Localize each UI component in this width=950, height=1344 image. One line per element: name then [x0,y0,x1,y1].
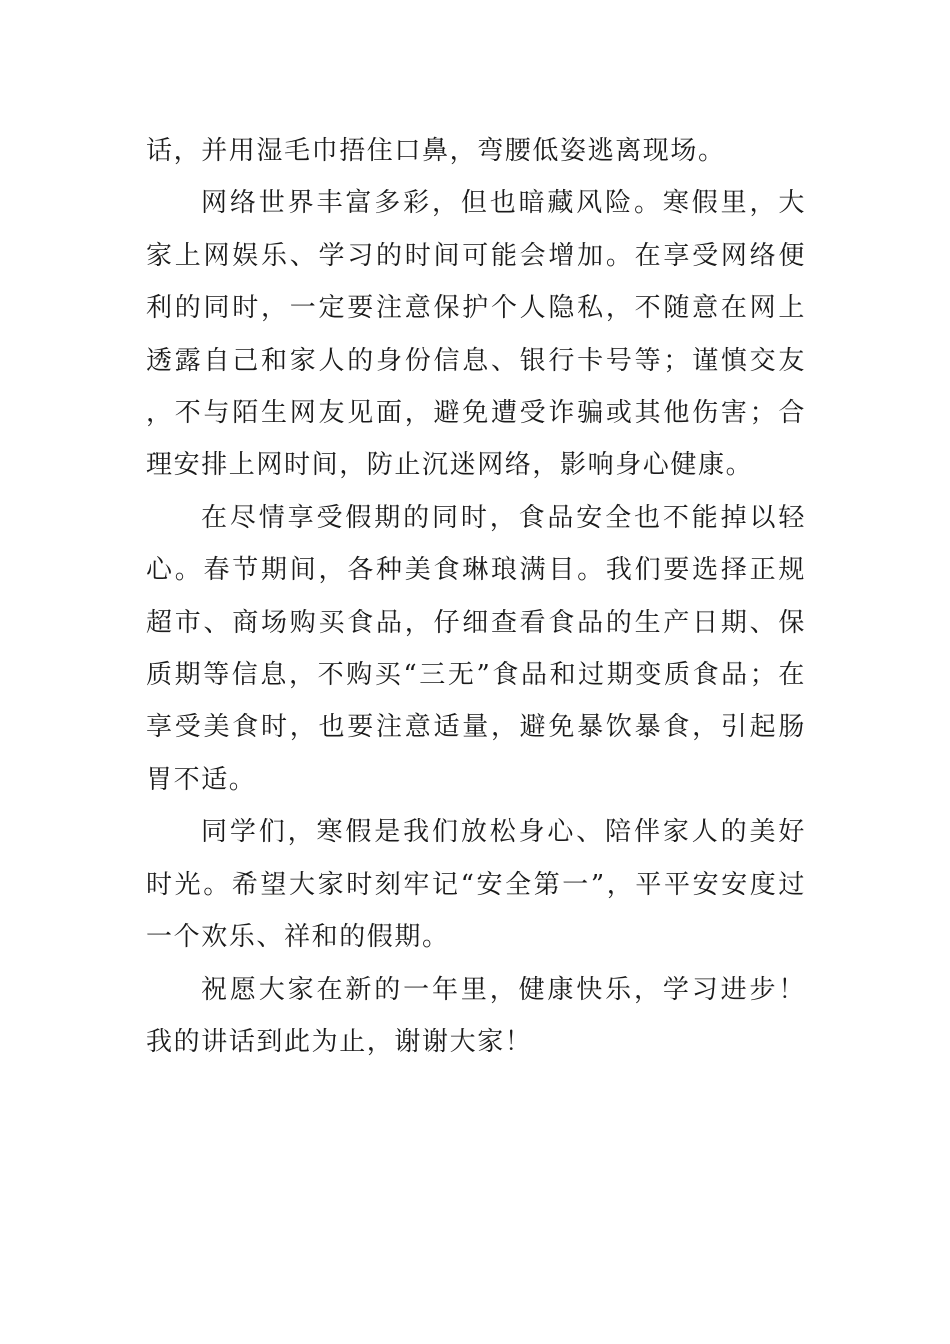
paragraph-closing: 祝愿大家在新的一年里，健康快乐，学习进步！我的讲话到此为止，谢谢大家！ [146,974,806,1057]
paragraph-network-safety: 网络世界丰富多彩，但也暗藏风险。寒假里，大家上网娱乐、学习的时间可能会增加。在享受网络便利的同时，一定要注意保护个人隐私，不随意在网上透露自己和家人的身份信息、银行卡号等；谨慎交友，不与陌生网友见面，避免遭受诈骗或其他伤害；合理安排上网时间，防止沉迷网络，影响身心健康。 [146,188,806,481]
paragraph-holiday-wishes: 同学们，寒假是我们放松身心、陪伴家人的美好时光。希望大家时刻牢记“安全第一”，平平安安度过一个欢乐、祥和的假期。 [146,817,806,953]
paragraph-continuation: 话，并用湿毛巾捂住口鼻，弯腰低姿逃离现场。 [146,136,726,166]
document-body [146,125,806,1068]
paragraph-food-safety: 在尽情享受假期的同时，食品安全也不能掉以轻心。春节期间，各种美食琳琅满目。我们要选择正规超市、商场购买食品，仔细查看食品的生产日期、保质期等信息，不购买“三无”食品和过期变质食品；在享受美食时，也要注意适量，避免暴饮暴食，引起肠胃不适。 [146,502,806,795]
